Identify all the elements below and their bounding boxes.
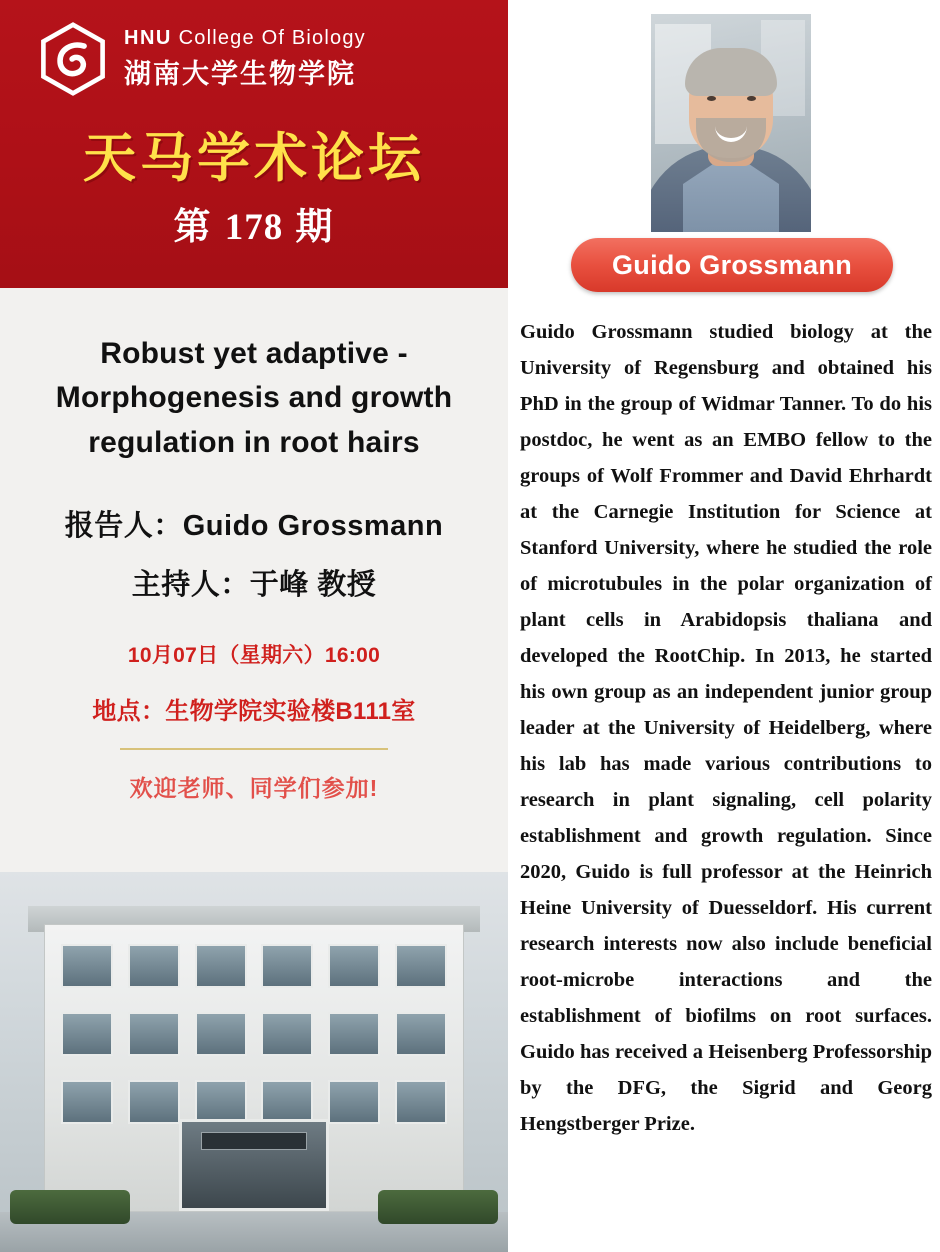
- event-datetime: 10月07日（星期六）16:00: [127, 644, 381, 668]
- photo-window: [128, 944, 180, 988]
- poster-left-content: [0, 288, 508, 803]
- photo-window: [61, 1080, 113, 1124]
- poster-header-banner: [0, 0, 508, 288]
- photo-window-row: [45, 1003, 463, 1065]
- logo-text-block: [124, 27, 366, 91]
- logo-english-name: [124, 27, 366, 50]
- photo-window: [395, 1012, 447, 1056]
- photo-window: [395, 1080, 447, 1124]
- portrait-hair: [685, 48, 777, 96]
- logo-college-name: College Of Biology: [178, 27, 366, 49]
- photo-window: [395, 944, 447, 988]
- speaker-portrait: [651, 14, 811, 232]
- issue-suffix: 期: [295, 206, 335, 247]
- photo-shrub: [10, 1190, 130, 1224]
- institution-logo: [36, 22, 366, 96]
- photo-building-facade: [44, 924, 464, 1212]
- photo-window: [195, 1080, 247, 1124]
- event-venue: 地点：生物学院实验楼B111室: [92, 698, 416, 726]
- poster-right-panel: [508, 0, 940, 1252]
- welcome-note: 欢迎老师、同学们参加!: [129, 775, 379, 802]
- hexagon-spiral-logo-icon: [36, 22, 110, 96]
- photo-window: [128, 1012, 180, 1056]
- photo-window: [195, 944, 247, 988]
- photo-window: [328, 944, 380, 988]
- photo-window: [128, 1080, 180, 1124]
- photo-window-row: [45, 935, 463, 997]
- speaker-label: 报告人：Guido Grossmann: [64, 510, 444, 543]
- speaker-name-badge: [571, 238, 893, 292]
- photo-window: [61, 1012, 113, 1056]
- issue-prefix: 第: [173, 206, 213, 247]
- logo-hnu-abbrev: HNU: [124, 27, 172, 49]
- speaker-biography: Guido Grossmann studied biology at the University of Regensburg and obtained his PhD in the group of Widmar Tanner. To do his postdoc, he went as an EMBO fellow to the groups of Wolf Frommer and David Ehrhardt at the Carnegie Institution for Science at Stanford University, where he studied the role of microtubules in the polar organization of plant cells in Arabidopsis thaliana and developed the RootChip. In 2013, he started his own group as an independent junior group leader at the University of Heidelberg, where his lab has made various contributions to research in plant signaling, cell polarity establishment and growth regulation. Since 2020, Guido is full professor at the Heinrich Heine University of Duesseldorf. His current research interests now also include beneficial root-microbe interactions and the establishment of biofilms on root surfaces. Guido has received a Heisenberg Professorship by the DFG, the Sigrid and Georg Hengstberger Prize.: [520, 321, 932, 1135]
- forum-issue-line: [0, 196, 508, 250]
- photo-window: [328, 1080, 380, 1124]
- building-photo: [0, 872, 508, 1252]
- photo-window: [61, 944, 113, 988]
- photo-window: [261, 944, 313, 988]
- speaker-name: Guido Grossmann: [611, 249, 853, 280]
- photo-window: [261, 1080, 313, 1124]
- host-label: 主持人：于峰 教授: [131, 569, 377, 602]
- photo-entrance-sign: [201, 1132, 307, 1150]
- portrait-eye: [747, 96, 756, 101]
- gold-divider: [120, 748, 388, 750]
- photo-window: [328, 1012, 380, 1056]
- photo-window: [195, 1012, 247, 1056]
- portrait-eye: [707, 96, 716, 101]
- photo-building-entrance: [179, 1119, 329, 1211]
- forum-title: 天马学术论坛: [83, 129, 425, 188]
- logo-chinese-name: 湖南大学生物学院: [124, 59, 356, 89]
- photo-shrub: [378, 1190, 498, 1224]
- issue-number: 178: [224, 207, 284, 248]
- talk-title: Robust yet adaptive - Morphogenesis and growth regulation in root hairs: [55, 337, 453, 459]
- photo-window: [261, 1012, 313, 1056]
